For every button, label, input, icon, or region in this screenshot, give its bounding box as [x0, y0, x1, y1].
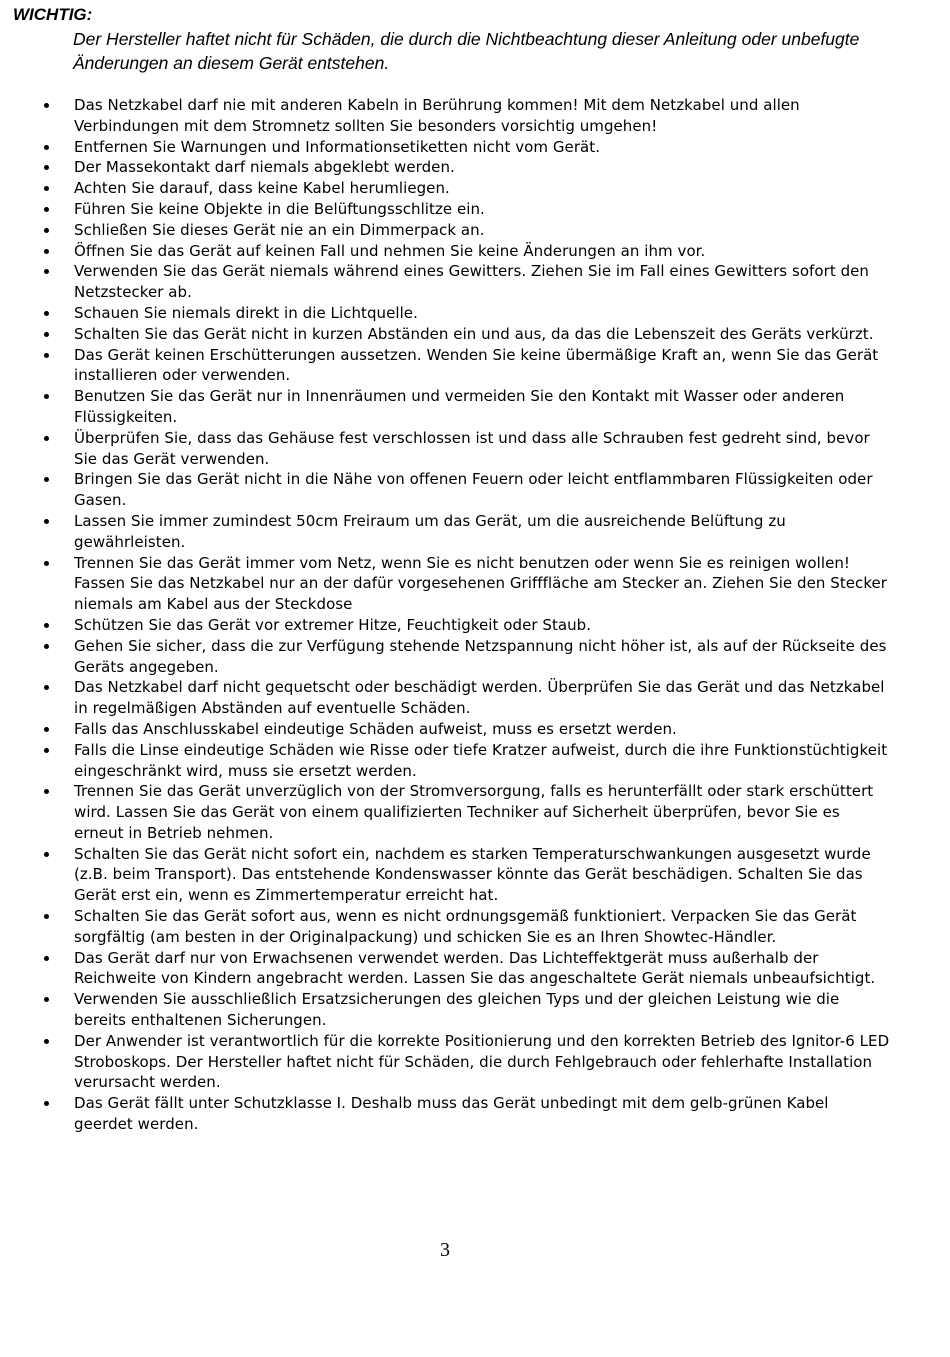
- list-item-text: Bringen Sie das Gerät nicht in die Nähe von offenen Feuern oder leicht entflammbaren Flüssigkeiten oder Gasen.: [74, 470, 873, 510]
- bullet-icon: [44, 685, 49, 690]
- list-item-text: Verwenden Sie ausschließlich Ersatzsicherungen des gleichen Typs und der gleichen Leistung wie die bereits enthaltenen Sicherungen.: [74, 990, 840, 1030]
- list-item-text: Schalten Sie das Gerät nicht sofort ein, nachdem es starken Temperaturschwankungen ausgesetzt wurde (z.B. beim Transport). Das entstehende Kondenswasser könnte das Gerät beschädigen. Schalten Sie das Gerät erst ein, wenn es Zimmertemperatur erreicht hat.: [74, 844, 871, 905]
- list-item-text: Falls das Anschlusskabel eindeutige Schäden aufweist, muss es ersetzt werden.: [74, 719, 677, 738]
- list-item: [0, 553, 950, 615]
- list-item: [0, 740, 950, 782]
- list-item: [0, 303, 950, 324]
- list-item: [0, 137, 950, 158]
- liability-notice: Der Hersteller haftet nicht für Schäden, die durch die Nichtbeachtung dieser Anleitung oder unbefugte Änderungen an diesem Gerät entstehen.: [73, 29, 860, 73]
- list-item: [0, 781, 950, 843]
- list-item-text: Schalten Sie das Gerät sofort aus, wenn es nicht ordnungsgemäß funktioniert. Verpacken Sie das Gerät sorgfältig (am besten in der Originalpackung) und schicken Sie es an Ihren Showtec-Händler.: [74, 907, 857, 946]
- list-item-text: Schalten Sie das Gerät nicht in kurzen Abständen ein und aus, da das die Lebenszeit des Geräts verkürzt.: [74, 324, 874, 343]
- list-item: [0, 345, 950, 387]
- list-item-text: Achten Sie darauf, dass keine Kabel herumliegen.: [74, 179, 450, 198]
- bullet-icon: [44, 623, 49, 628]
- list-item: [0, 636, 950, 678]
- bullet-icon: [44, 332, 49, 337]
- list-item-text: Entfernen Sie Warnungen und Informationsetiketten nicht vom Gerät.: [74, 137, 601, 156]
- list-item-text: Das Netzkabel darf nie mit anderen Kabeln in Berührung kommen! Mit dem Netzkabel und allen Verbindungen mit dem Stromnetz sollten Sie besonders vorsichtig umgehen!: [74, 96, 800, 135]
- list-item: [0, 844, 950, 906]
- list-item-text: Trennen Sie das Gerät immer vom Netz, wenn Sie es nicht benutzen oder wenn Sie es reinigen wollen! Fassen Sie das Netzkabel nur an der dafür vorgesehenen Grifffläche am Stecker an. Ziehen Sie den Stecker niemals am Kabel aus der Steckdose: [74, 553, 888, 614]
- list-item: [0, 220, 950, 241]
- bullet-icon: [44, 436, 49, 441]
- list-item: [0, 469, 950, 511]
- list-item-text: Schließen Sie dieses Gerät nie an ein Dimmerpack an.: [74, 220, 485, 239]
- list-item: [0, 178, 950, 199]
- list-item: [0, 1031, 950, 1093]
- list-item-text: Trennen Sie das Gerät unverzüglich von der Stromversorgung, falls es herunterfällt oder stark erschüttert wird. Lassen Sie das Gerät von einem qualifizierten Techniker auf Sicherheit überprüfen, bevor Sie es erneut in Betrieb nehmen.: [74, 782, 874, 842]
- bullet-icon: [44, 207, 49, 212]
- list-item-text: Lassen Sie immer zumindest 50cm Freiraum um das Gerät, um die ausreichende Belüftung zu gewährleisten.: [74, 511, 786, 551]
- bullet-icon: [44, 1101, 49, 1106]
- bullet-icon: [44, 269, 49, 274]
- list-item: [0, 948, 950, 990]
- bullet-icon: [44, 748, 49, 753]
- bullet-icon: [44, 561, 49, 566]
- list-item: [0, 428, 950, 470]
- list-item-text: Das Gerät keinen Erschütterungen aussetzen. Wenden Sie keine übermäßige Kraft an, wenn Sie das Gerät installieren oder verwenden.: [74, 345, 879, 385]
- list-item-text: Falls die Linse eindeutige Schäden wie Risse oder tiefe Kratzer aufweist, durch die ihre Funktionstüchtigkeit eingeschränkt wird, muss sie ersetzt werden.: [74, 740, 888, 780]
- list-item-text: Gehen Sie sicher, dass die zur Verfügung stehende Netzspannung nicht höher ist, als auf der Rückseite des Geräts angegeben.: [74, 636, 887, 676]
- page-number: 3: [440, 1239, 450, 1261]
- list-item-text: Benutzen Sie das Gerät nur in Innenräumen und vermeiden Sie den Kontakt mit Wasser oder anderen Flüssigkeiten.: [74, 387, 845, 426]
- bullet-icon: [44, 997, 49, 1002]
- bullet-icon: [44, 165, 49, 170]
- list-item-text: Führen Sie keine Objekte in die Belüftungsschlitze ein.: [74, 199, 485, 218]
- list-item-text: Überprüfen Sie, dass das Gehäuse fest verschlossen ist und dass alle Schrauben fest gedreht sind, bevor Sie das Gerät verwenden.: [74, 428, 870, 468]
- list-item: [0, 615, 950, 636]
- list-item: [0, 241, 950, 262]
- list-item: [0, 199, 950, 220]
- bullet-icon: [44, 852, 49, 857]
- list-item-text: Öffnen Sie das Gerät auf keinen Fall und nehmen Sie keine Änderungen an ihm vor.: [74, 241, 706, 260]
- bullet-icon: [44, 519, 49, 524]
- list-item-text: Das Gerät darf nur von Erwachsenen verwendet werden. Das Lichteffektgerät muss außerhalb der Reichweite von Kindern angebracht werden. Lassen Sie das angeschaltete Gerät niemals unbeaufsichtigt.: [74, 948, 876, 988]
- bullet-icon: [44, 789, 49, 794]
- bullet-icon: [44, 228, 49, 233]
- bullet-icon: [44, 186, 49, 191]
- list-item-text: Der Anwender ist verantwortlich für die korrekte Positionierung und den korrekten Betrieb des Ignitor-6 LED Stroboskops. Der Hersteller haftet nicht für Schäden, die durch Fehlgebrauch oder fehlerhafte Installation verursacht werden.: [74, 1031, 890, 1092]
- warning-heading: WICHTIG:: [13, 5, 93, 24]
- bullet-icon: [44, 145, 49, 150]
- bullet-icon: [44, 477, 49, 482]
- list-item: [0, 719, 950, 740]
- list-item: [0, 95, 950, 137]
- bullet-icon: [44, 353, 49, 358]
- list-item-text: Schützen Sie das Gerät vor extremer Hitze, Feuchtigkeit oder Staub.: [74, 615, 592, 634]
- bullet-icon: [44, 311, 49, 316]
- list-item-text: Das Gerät fällt unter Schutzklasse I. Deshalb muss das Gerät unbedingt mit dem gelb-grünen Kabel geerdet werden.: [74, 1094, 829, 1134]
- list-item: [0, 1093, 950, 1135]
- list-item-text: Der Massekontakt darf niemals abgeklebt werden.: [74, 158, 455, 177]
- bullet-icon: [44, 1039, 49, 1044]
- list-item: [0, 261, 950, 303]
- list-item: [0, 989, 950, 1031]
- safety-instructions-list: [0, 95, 950, 1135]
- list-item: [0, 906, 950, 948]
- list-item: [0, 511, 950, 553]
- bullet-icon: [44, 103, 49, 108]
- list-item: [0, 324, 950, 345]
- bullet-icon: [44, 727, 49, 732]
- list-item: [0, 157, 950, 178]
- list-item: [0, 677, 950, 719]
- bullet-icon: [44, 394, 49, 399]
- bullet-icon: [44, 644, 49, 649]
- list-item: [0, 386, 950, 428]
- bullet-icon: [44, 956, 49, 961]
- list-item-text: Schauen Sie niemals direkt in die Lichtquelle.: [74, 303, 418, 322]
- list-item-text: Das Netzkabel darf nicht gequetscht oder beschädigt werden. Überprüfen Sie das Gerät und das Netzkabel in regelmäßigen Abständen auf eventuelle Schäden.: [74, 678, 885, 718]
- bullet-icon: [44, 249, 49, 254]
- bullet-icon: [44, 914, 49, 919]
- list-item-text: Verwenden Sie das Gerät niemals während eines Gewitters. Ziehen Sie im Fall eines Gewitters sofort den Netzstecker ab.: [74, 262, 869, 302]
